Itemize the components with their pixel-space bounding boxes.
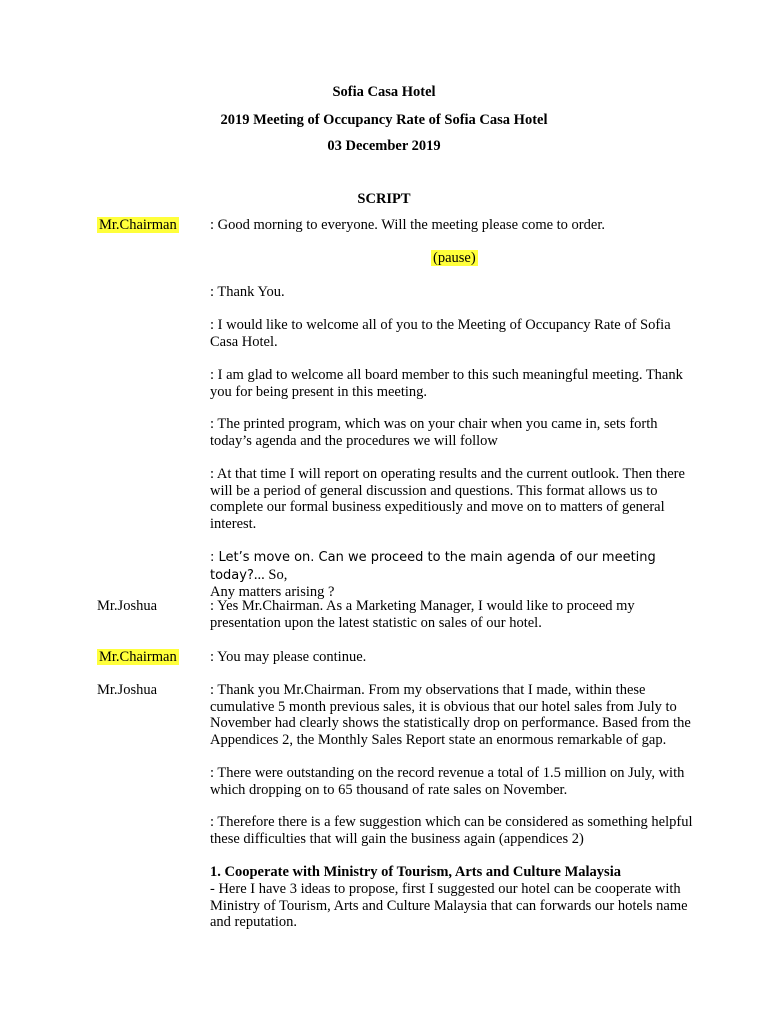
speaker-joshua: Mr.Joshua: [97, 598, 158, 614]
board-welcome-paragraph: : I am glad to welcome all board member to this such meaningful meeting. Thank you for being present in this meeting.: [210, 367, 683, 400]
chairman-opening-line: : Good morning to everyone. Will the meeting please come to order.: [210, 217, 605, 233]
meeting-title-heading: 2019 Meeting of Occupancy Rate of Sofia Casa Hotel: [220, 112, 548, 128]
report-paragraph: : At that time I will report on operating results and the current outlook. Then there will be a period of general discussion and questions. This format allows us to complete our formal business expeditiously and move on to matters of general interest.: [210, 466, 685, 532]
revenue-paragraph: : There were outstanding on the record revenue a total of 1.5 million on July, with which dropping on to 65 thousand of rate sales on November.: [210, 765, 685, 798]
suggestion-one-body: - Here I have 3 ideas to propose, first I suggested our hotel can be cooperate with Ministry of Tourism, Arts and Culture Malaysia that can forwards our hotels name and reputation.: [210, 881, 688, 930]
script-heading: SCRIPT: [357, 191, 411, 207]
joshua-presentation-paragraph: : Yes Mr.Chairman. As a Marketing Manager, I would like to proceed my presentation upon the latest statistic on sales of our hotel.: [210, 598, 635, 631]
pause-label: (pause): [433, 250, 476, 266]
suggestion-one-heading: 1. Cooperate with Ministry of Tourism, Arts and Culture Malaysia: [210, 864, 621, 880]
hotel-name-heading: Sofia Casa Hotel: [332, 84, 436, 100]
speaker-label: Mr.Chairman: [99, 217, 177, 233]
suggestion-paragraph: : Therefore there is a few suggestion which can be considered as something helpful these difficulties that will gain the business again (appendices 2): [210, 814, 693, 847]
meeting-date-heading: 03 December 2019: [327, 138, 441, 154]
agenda-paragraph: [210, 549, 700, 601]
pause-note: [431, 250, 478, 267]
speaker-chairman: [97, 649, 179, 666]
agenda-question: : Let’s move on. Can we proceed to the main agenda of our meeting today?: [210, 550, 656, 583]
observations-paragraph: : Thank you Mr.Chairman. From my observations that I made, within these cumulative 5 month previous sales, it is obvious that our hotel sales from July to November had clearly shows the statistically drop on performance. Based from the Appendices 2, the Monthly Sales Report state an enormous remarkable of gap.: [210, 682, 691, 748]
program-paragraph: : The printed program, which was on your chair when you came in, sets forth today’s agenda and the procedures we will follow: [210, 416, 658, 449]
speaker-joshua: Mr.Joshua: [97, 682, 158, 698]
agenda-continuation: ... So,: [253, 566, 288, 583]
continue-line: : You may please continue.: [210, 649, 367, 665]
speaker-chairman: [97, 217, 179, 234]
welcome-paragraph: : I would like to welcome all of you to the Meeting of Occupancy Rate of Sofia Casa Hotel.: [210, 317, 671, 350]
matters-arising-line: Any matters arising ?: [210, 584, 335, 600]
speaker-label: Mr.Chairman: [99, 649, 177, 665]
thank-you-line: : Thank You.: [210, 284, 285, 300]
